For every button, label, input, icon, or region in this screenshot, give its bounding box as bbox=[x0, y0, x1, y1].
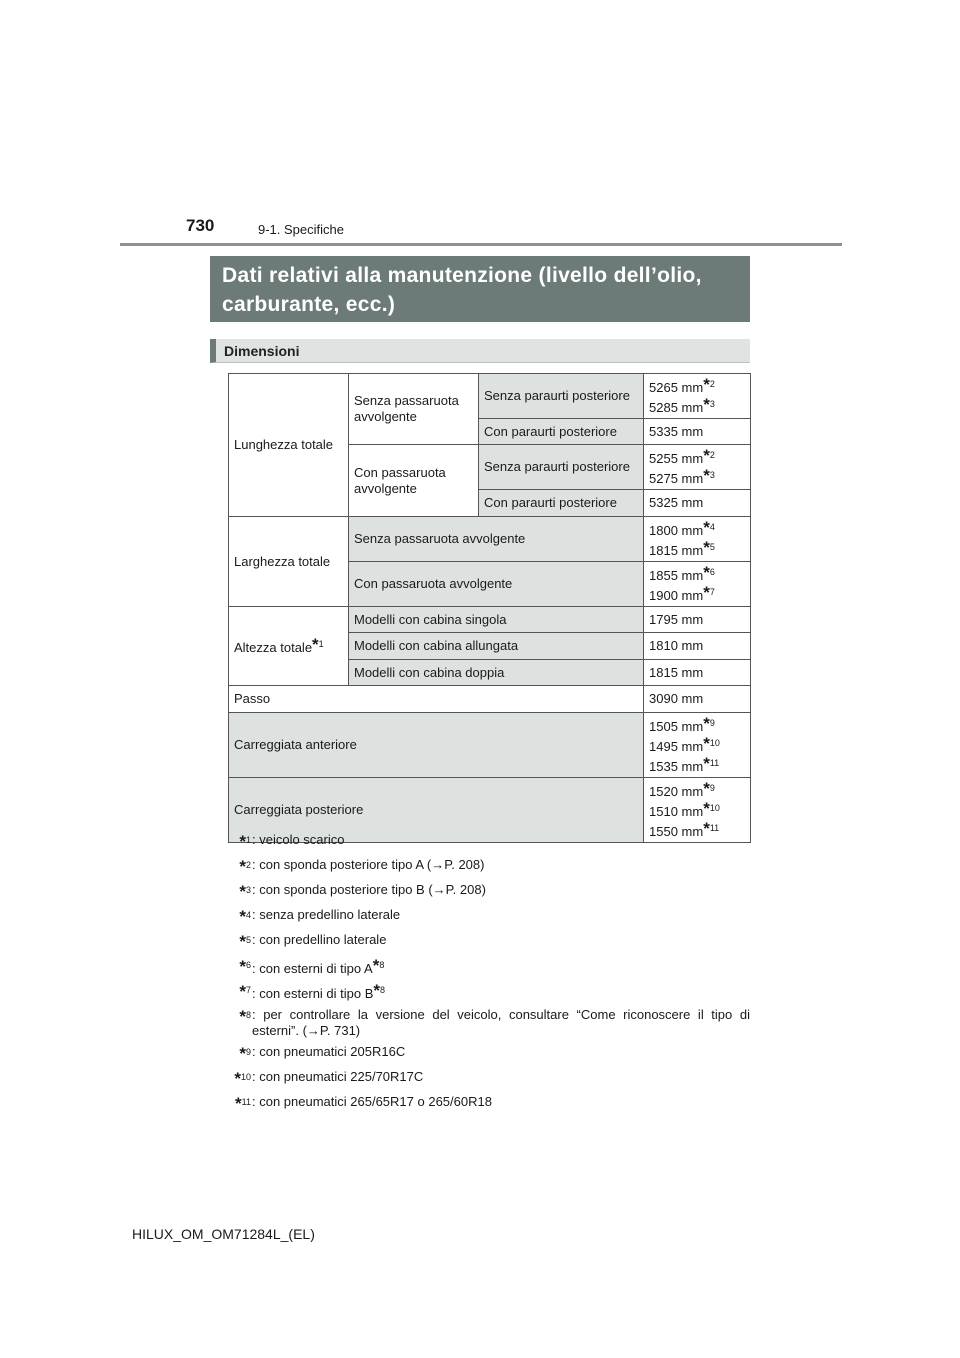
cell-value: 5265 mm*$^2$ 5285 mm*$^3$ bbox=[644, 374, 751, 419]
footnote-ref: 6 bbox=[709, 567, 715, 577]
section-breadcrumb: 9-1. Specifiche bbox=[258, 222, 344, 237]
footnote-item: *$^2$ : con sponda posteriore tipo A (→P. 208) bbox=[239, 857, 485, 876]
footnote-ref: 4 bbox=[709, 522, 715, 532]
cell-label: Con paraurti posteriore bbox=[479, 419, 644, 445]
footnote-ref: 2 bbox=[709, 450, 715, 460]
footnote-asterisk: * bbox=[703, 466, 710, 485]
row-label-altezza: Altezza totale*$^1$ bbox=[229, 607, 349, 686]
footnote-item: *$^{10}$ : con pneumatici 225/70R17C bbox=[234, 1069, 424, 1088]
document-code-footer: HILUX_OM_OM71284L_(EL) bbox=[132, 1226, 315, 1242]
row-label-carreggiata-anteriore: Carreggiata anteriore bbox=[229, 713, 644, 778]
footnote-item: *$^7$ : con esterni di tipo B*$^8$ bbox=[239, 981, 386, 1001]
footnote-ref: 11 bbox=[709, 758, 720, 768]
dimensions-table bbox=[228, 373, 751, 843]
cell-label: Modelli con cabina singola bbox=[349, 607, 644, 633]
cell-label: Senza paraurti posteriore bbox=[479, 445, 644, 490]
cell-value: 1795 mm bbox=[644, 607, 751, 633]
row-label-lunghezza: Lunghezza totale bbox=[229, 374, 349, 517]
footnote-item: *$^9$ : con pneumatici 205R16C bbox=[239, 1044, 406, 1063]
header-divider bbox=[120, 243, 842, 246]
footnote-item: *$^5$ : con predellino laterale bbox=[239, 932, 387, 951]
footnote-asterisk: * bbox=[703, 734, 710, 753]
footnote-ref: 11 bbox=[709, 823, 720, 833]
footnote-ref: 3 bbox=[709, 470, 715, 480]
cell-label: Senza paraurti posteriore bbox=[479, 374, 644, 419]
sub-label-senza-passaruota: Senza passaruota avvolgente bbox=[349, 374, 479, 445]
cell-value: 1800 mm*$^4$ 1815 mm*$^5$ bbox=[644, 517, 751, 562]
cell-value: 5255 mm*$^2$ 5275 mm*$^3$ bbox=[644, 445, 751, 490]
section-title bbox=[210, 256, 750, 322]
footnote-ref: 10 bbox=[709, 738, 720, 748]
table-row bbox=[229, 713, 751, 778]
cell-value: 5325 mm bbox=[644, 490, 751, 517]
row-label-passo: Passo bbox=[229, 686, 644, 713]
subheading-dimensioni: Dimensioni bbox=[210, 339, 750, 363]
table-row bbox=[229, 517, 751, 562]
section-title-line2: carburante, ecc.) bbox=[222, 293, 396, 316]
footnote-item: *$^1$ : veicolo scarico bbox=[239, 832, 345, 851]
footnote-asterisk: * bbox=[703, 799, 710, 818]
cell-value: 1520 mm*$^9$ 1510 mm*$^{10}$ 1550 mm*$^{11}$ bbox=[644, 778, 751, 843]
footnote-ref: 3 bbox=[709, 399, 715, 409]
footnote-asterisk: * bbox=[312, 635, 319, 654]
footnote-ref: 5 bbox=[709, 542, 715, 552]
sub-label-con-passaruota: Con passaruota avvolgente bbox=[349, 445, 479, 517]
footnote-asterisk: * bbox=[703, 446, 710, 465]
row-label-larghezza: Larghezza totale bbox=[229, 517, 349, 607]
footnote-ref: 9 bbox=[709, 783, 715, 793]
cell-value: 3090 mm bbox=[644, 686, 751, 713]
cell-label: Con paraurti posteriore bbox=[479, 490, 644, 517]
footnote-ref: 2 bbox=[709, 379, 715, 389]
footnote-asterisk: * bbox=[703, 779, 710, 798]
section-title-line1: Dati relativi alla manutenzione (livello dell’olio, bbox=[222, 264, 702, 287]
table-row bbox=[229, 607, 751, 633]
footnote-ref: 7 bbox=[709, 587, 715, 597]
footnote-asterisk: * bbox=[703, 375, 710, 394]
footnote-asterisk: * bbox=[703, 518, 710, 537]
cell-label: Modelli con cabina allungata bbox=[349, 633, 644, 660]
cell-value: 5335 mm bbox=[644, 419, 751, 445]
footnote-asterisk: * bbox=[703, 819, 710, 838]
footnote-asterisk: * bbox=[703, 563, 710, 582]
footnote-item: *$^3$ : con sponda posteriore tipo B (→P. 208) bbox=[239, 882, 486, 901]
footnote-item: *$^8$ : per controllare la versione del veicolo, consultare “Come riconoscere il tipo di esterni”. (→P. 731) bbox=[239, 1007, 750, 1038]
footnotes bbox=[224, 832, 750, 1119]
footnote-ref: 1 bbox=[318, 639, 324, 649]
cell-label: Senza passaruota avvolgente bbox=[349, 517, 644, 562]
footnote-item: *$^4$ : senza predellino laterale bbox=[239, 907, 401, 926]
cell-label: Modelli con cabina doppia bbox=[349, 660, 644, 686]
cell-value: 1855 mm*$^6$ 1900 mm*$^7$ bbox=[644, 562, 751, 607]
footnote-item: *$^{11}$ : con pneumatici 265/65R17 o 265/60R18 bbox=[235, 1094, 492, 1113]
footnote-ref: 10 bbox=[709, 803, 720, 813]
footnote-asterisk: * bbox=[703, 538, 710, 557]
footnote-asterisk: * bbox=[703, 714, 710, 733]
footnote-ref: 9 bbox=[709, 718, 715, 728]
table-row bbox=[229, 686, 751, 713]
cell-value: 1810 mm bbox=[644, 633, 751, 660]
cell-value: 1815 mm bbox=[644, 660, 751, 686]
footnote-asterisk: * bbox=[703, 395, 710, 414]
footnote-asterisk: * bbox=[703, 754, 710, 773]
page-number: 730 bbox=[186, 216, 215, 235]
table-row bbox=[229, 374, 751, 419]
footnote-asterisk: * bbox=[703, 583, 710, 602]
cell-label: Con passaruota avvolgente bbox=[349, 562, 644, 607]
row-label-carreggiata-posteriore: Carreggiata posteriore bbox=[229, 778, 644, 843]
cell-value: 1505 mm*$^9$ 1495 mm*$^{10}$ 1535 mm*$^{11}$ bbox=[644, 713, 751, 778]
footnote-item: *$^6$ : con esterni di tipo A*$^8$ bbox=[239, 956, 385, 976]
